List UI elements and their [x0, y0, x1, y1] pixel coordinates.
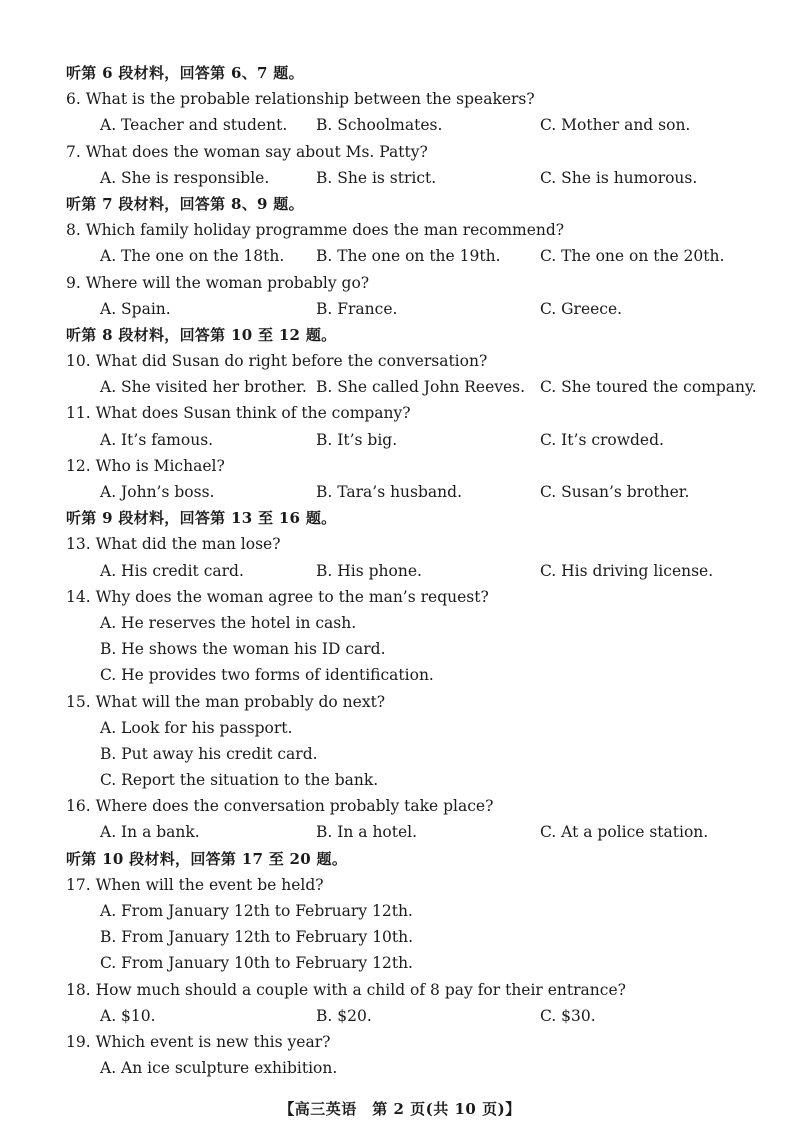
answer-option-a: A. Teacher and student. — [100, 116, 288, 135]
answer-option-c: C. At a police station. — [540, 823, 709, 842]
section-instruction: 听第 7 段材料，回答第 8、9 题。 — [66, 194, 304, 213]
answer-options-row — [66, 558, 756, 584]
answer-option-b: B. It’s big. — [316, 430, 398, 449]
answer-option: C. Report the situation to the bank. — [100, 771, 379, 790]
question-stem: 18. How much should a couple with a child of 8 pay for their entrance? — [66, 980, 626, 999]
answer-option-a: A. She visited her brother. — [100, 378, 307, 397]
answer-option-b: B. Tara’s husband. — [316, 483, 462, 501]
answer-option-a: A. It’s famous. — [100, 430, 214, 449]
answer-option-b: B. $20. — [316, 1006, 372, 1025]
answer-option-a: A. His credit card. — [100, 561, 244, 580]
section-instruction: 听第 6 段材料，回答第 6、7 题。 — [66, 64, 304, 82]
answer-option-b: B. In a hotel. — [316, 823, 418, 842]
section-instruction: 听第 9 段材料，回答第 13 至 16 题。 — [66, 509, 337, 528]
answer-options-row — [66, 819, 756, 845]
answer-option-c: C. The one on the 20th. — [540, 247, 725, 266]
answer-option-b: B. She is strict. — [316, 168, 437, 187]
answer-option-a: A. In a bank. — [100, 823, 200, 842]
answer-option: C. From January 10th to February 12th. — [100, 954, 413, 973]
answer-options-row — [66, 374, 756, 400]
answer-options-row — [66, 479, 756, 505]
question-stem: 12. Who is Michael? — [66, 456, 225, 475]
question-stem: 8. Which family holiday programme does the man recommend? — [66, 221, 565, 240]
question-stem: 19. Which event is new this year? — [66, 1032, 331, 1051]
answer-option-b: B. The one on the 19th. — [316, 247, 501, 266]
answer-options-row — [66, 1003, 756, 1029]
question-stem: 9. Where will the woman probably go? — [66, 273, 370, 292]
answer-option: B. From January 12th to February 10th. — [100, 928, 414, 947]
question-stem: 17. When will the event be held? — [66, 875, 324, 894]
answer-option-c: C. She is humorous. — [540, 168, 698, 187]
answer-options-row — [66, 296, 756, 322]
question-stem: 14. Why does the woman agree to the man’s request? — [66, 587, 489, 606]
answer-option: B. Put away his credit card. — [100, 744, 318, 763]
answer-option-c: C. It’s crowded. — [540, 430, 664, 449]
question-stem: 7. What does the woman say about Ms. Patty? — [66, 142, 428, 161]
answer-option-a: A. Spain. — [100, 299, 171, 318]
answer-option: A. Look for his passport. — [100, 718, 293, 737]
question-stem: 6. What is the probable relationship between the speakers? — [66, 90, 535, 109]
answer-option: A. An ice sculpture exhibition. — [100, 1059, 338, 1078]
answer-options-row — [66, 243, 756, 269]
answer-options-row — [66, 427, 756, 453]
answer-option-c: C. Susan’s brother. — [540, 483, 690, 501]
answer-option-a: A. John’s boss. — [100, 483, 215, 501]
answer-option-a: A. The one on the 18th. — [100, 247, 285, 266]
answer-option-c: C. She toured the company. — [540, 378, 757, 397]
answer-option-c: C. Greece. — [540, 299, 623, 318]
answer-option-b: B. France. — [316, 299, 398, 318]
answer-option-c: C. $30. — [540, 1006, 596, 1025]
answer-option: C. He provides two forms of identification. — [100, 666, 434, 685]
answer-option-a: A. $10. — [100, 1006, 156, 1025]
answer-option: A. From January 12th to February 12th. — [100, 902, 413, 920]
answer-option-b: B. Schoolmates. — [316, 116, 443, 135]
answer-option-b: B. She called John Reeves. — [316, 378, 526, 397]
answer-option-b: B. His phone. — [316, 561, 422, 580]
section-instruction: 听第 8 段材料，回答第 10 至 12 题。 — [66, 325, 337, 344]
answer-options-row — [66, 165, 756, 191]
question-list — [66, 60, 756, 1081]
question-stem: 13. What did the man lose? — [66, 535, 281, 554]
answer-option: B. He shows the woman his ID card. — [100, 640, 386, 659]
question-stem: 11. What does Susan think of the company? — [66, 404, 411, 423]
question-stem: 10. What did Susan do right before the conversation? — [66, 352, 488, 371]
answer-option-c: C. His driving license. — [540, 561, 714, 580]
question-stem: 16. Where does the conversation probably take place? — [66, 797, 494, 816]
answer-option-a: A. She is responsible. — [100, 168, 270, 187]
answer-options-row — [66, 112, 756, 138]
section-instruction: 听第 10 段材料，回答第 17 至 20 题。 — [66, 849, 348, 868]
question-stem: 15. What will the man probably do next? — [66, 692, 386, 711]
answer-option: A. He reserves the hotel in cash. — [100, 613, 357, 632]
answer-option-c: C. Mother and son. — [540, 116, 691, 135]
page-footer: 【高三英语 第 2 页(共 10 页)】 — [279, 1100, 521, 1118]
